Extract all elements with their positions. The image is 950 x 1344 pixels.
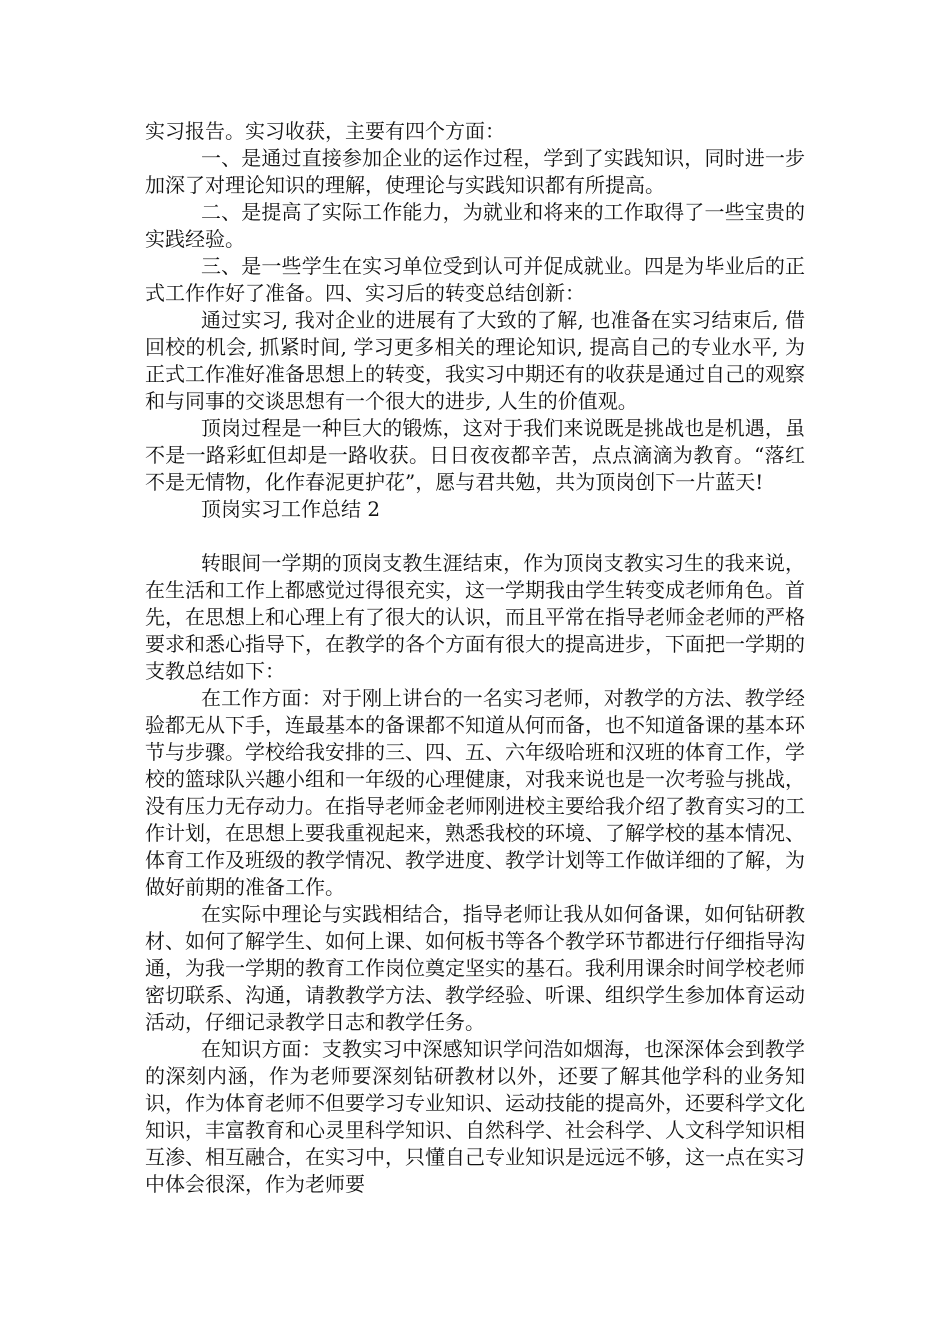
document-page: [145, 118, 805, 1198]
paragraph: 二、是提高了实际工作能力，为就业和将来的工作取得了一些宝贵的实践经验。: [145, 200, 805, 251]
paragraph: 顶岗过程是一种巨大的锻炼，这对于我们来说既是挑战也是机遇，虽不是一路彩虹但却是一路收获。日日夜夜都辛苦，点点滴滴为教育。“落红不是无情物，化作春泥更护花”，愿与君共勉，共为顶岗创下一片蓝天!: [145, 416, 805, 494]
paragraph: 通过实习, 我对企业的进展有了大致的了解, 也准备在实习结束后, 借回校的机会, 抓紧时间, 学习更多相关的理论知识, 提高自己的专业水平, 为正式工作准好准备思想上的转变，我实习中期还有的收获是通过自己的观察和与同事的交谈思想有一个很大的进步, 人生的价值观。: [145, 308, 805, 413]
section-title: 顶岗实习工作总结 2: [201, 497, 381, 521]
paragraph: 三、是一些学生在实习单位受到认可并促成就业。四是为毕业后的正式工作作好了准备。四、实习后的转变总结创新：: [145, 254, 805, 305]
paragraph: 一、是通过直接参加企业的运作过程，学到了实践知识，同时进一步加深了对理论知识的理解，使理论与实践知识都有所提高。: [145, 146, 805, 197]
document-body-bottom: [145, 550, 805, 1198]
paragraph: 在知识方面：支教实习中深感知识学问浩如烟海，也深深体会到教学的深刻内涵，作为老师要深刻钻研教材以外，还要了解其他学科的业务知识，作为体育老师不但要学习专业知识、运动技能的提高外，还要科学文化知识，丰富教育和心灵里科学知识、自然科学、社会科学、人文科学知识相互渗、相互融合，在实习中，只懂自己专业知识是远远不够，这一点在实习中体会很深，作为老师要: [145, 1037, 805, 1196]
paragraph: 在工作方面：对于刚上讲台的一名实习老师，对教学的方法、教学经验都无从下手，连最基本的备课都不知道从何而备，也不知道备课的基本环节与步骤。学校给我安排的三、四、五、六年级哈班和汉班的体育工作，学校的篮球队兴趣小组和一年级的心理健康，对我来说也是一次考验与挑战，没有压力无存动力。在指导老师金老师刚进校主要给我介绍了教育实习的工作计划，在思想上要我重视起来，熟悉我校的环境、了解学校的基本情况、体育工作及班级的教学情况、教学进度、教学计划等工作做详细的了解，为做好前期的准备工作。: [145, 686, 805, 899]
paragraph: 转眼间一学期的顶岗支教生涯结束，作为顶岗支教实习生的我来说，在生活和工作上都感觉过得很充实，这一学期我由学生转变成老师角色。首先，在思想上和心理上有了很大的认识，而且平常在指导老师金老师的严格要求和悉心指导下，在教学的各个方面有很大的提高进步，下面把一学期的支教总结如下：: [145, 551, 805, 683]
document-body-top: [145, 118, 805, 496]
paragraph: 在实际中理论与实践相结合，指导老师让我从如何备课，如何钻研教材、如何了解学生、如何上课、如何板书等各个教学环节都进行仔细指导沟通，为我一学期的教育工作岗位奠定坚实的基石。我利用课余时间学校老师密切联系、沟通，请教教学方法、教学经验、听课、组织学生参加体育运动活动，仔细记录教学日志和教学任务。: [145, 902, 805, 1034]
blank-line: [145, 523, 805, 550]
paragraph: 实习报告。实习收获，主要有四个方面：: [145, 119, 505, 143]
